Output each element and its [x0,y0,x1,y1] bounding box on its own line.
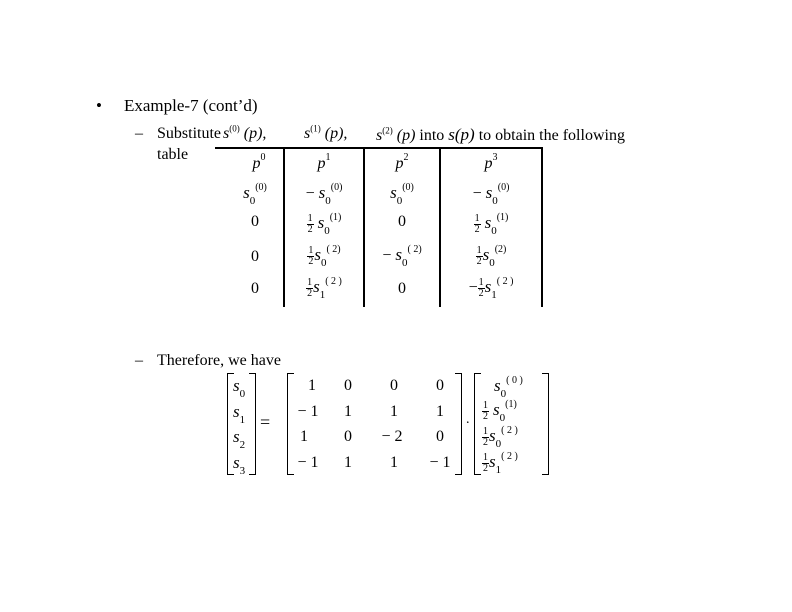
numerator: 1 [474,212,480,224]
subscript: 0 [401,257,408,269]
rhs-entry-2 [482,426,518,448]
header-p2 [365,152,439,173]
superscript: ( 2 ) [501,425,518,436]
substitute-text [157,125,266,143]
row0-label [227,182,283,207]
multiply-dot: . [466,412,470,427]
superscript: ( 2 ) [325,276,342,287]
denominator: 2 [307,223,313,235]
superscript: (0) [255,182,267,193]
subscript: 0 [239,388,246,400]
superscript: (0) [402,182,414,193]
row1-p1 [285,213,363,235]
s-symbol: s [395,245,402,264]
fraction [482,427,489,448]
minus-sign: − [468,279,478,296]
substitute-label: Substitute [157,125,222,142]
minus-sign: − [382,247,392,264]
matrix-cell: − 1 [429,454,451,471]
subscript: 0 [495,438,502,450]
subscript: 0 [325,195,331,207]
subscript: 0 [324,225,330,237]
s2-term: s [376,127,383,144]
header-p0 [235,152,283,173]
header-exp: 3 [492,152,498,163]
rhs-left-bracket [474,373,481,475]
lhs-right-bracket [249,373,256,475]
s-symbol: s [317,213,325,232]
s0-term-sup: (0) [229,123,240,134]
target-function: s(p) [448,125,475,144]
s2-term-group [376,125,625,145]
matrix-cell: 0 [390,377,398,394]
superscript: ( 2 ) [501,451,518,462]
table-top-border [215,147,543,149]
s2-term-sup: (2) [382,125,393,136]
matrix-cell: − 1 [297,403,319,420]
s0-term: s [223,125,230,142]
matrix-cell: 1 [390,454,398,471]
s-symbol: s [233,376,240,395]
lhs-s0 [233,376,246,400]
superscript: (1) [329,212,342,223]
header-exp: 0 [260,152,266,163]
row0-p1 [285,182,363,207]
equals-sign: = [260,412,271,432]
superscript: ( 2) [326,244,341,255]
denominator: 2 [483,410,488,422]
s1-term-arg: (p), [324,125,348,142]
numerator: 1 [478,276,484,288]
superscript: ( 0 ) [506,375,523,386]
row3-p1 [285,277,363,299]
numerator: 1 [307,212,313,224]
matrix-cell: 1 [390,403,398,420]
header-p1 [285,152,363,173]
s-symbol: s [485,183,493,202]
row2-p2 [365,244,439,269]
numerator: 1 [476,244,482,256]
sub-bullet-dash: – [135,352,143,369]
row1-p3 [441,213,541,235]
rhs-entry-0 [494,375,523,400]
matrix-cell: 1 [344,454,352,471]
subscript: 0 [396,195,403,207]
subscript: 1 [491,289,497,301]
matrix-cell: − 2 [381,428,403,445]
s2-term-arg: (p) [396,127,416,144]
s-symbol: s [233,453,240,472]
s-symbol: s [482,245,490,264]
header-base: p [395,155,404,172]
s-symbol: s [484,277,492,296]
s1-term-sup: (1) [310,123,321,134]
minus-sign: − [305,185,315,202]
denominator: 2 [474,223,480,235]
header-exp: 2 [403,152,409,163]
matrix-cell: 1 [308,377,316,394]
superscript: ( 2 ) [496,276,514,287]
subscript: 0 [492,195,498,207]
subscript: 1 [319,289,326,301]
s0-term-arg: (p), [243,125,267,142]
subscript: 0 [489,257,495,269]
row2-p3 [441,245,541,267]
obtain-text: to obtain the following [478,127,625,144]
header-base: p [484,155,493,172]
s-symbol: s [313,277,320,296]
subscript: 3 [239,465,246,477]
denominator: 2 [478,287,484,299]
denominator: 2 [483,462,488,474]
header-exp: 1 [325,152,331,163]
lhs-s3 [233,453,246,477]
denominator: 2 [308,255,314,267]
header-base: p [252,155,261,172]
therefore-text: Therefore, we have [157,352,281,369]
subscript: 0 [491,225,497,237]
superscript: (2) [494,244,507,255]
row0-p2 [365,182,439,207]
sub-bullet-dash: – [135,125,143,142]
matrix-cell: − 1 [297,454,319,471]
s1-term: s [304,125,311,142]
denominator: 2 [307,287,313,299]
fraction [478,278,485,299]
s-symbol: s [489,426,496,445]
numerator: 1 [483,451,488,463]
rhs-entry-3 [482,452,518,474]
superscript: ( 2) [407,244,422,255]
numerator: 1 [483,425,488,437]
superscript: (1) [496,212,509,223]
into-word: into [419,127,445,144]
superscript: (1) [505,399,517,410]
superscript: (0) [330,182,343,193]
subscript: 0 [499,412,506,424]
fraction [307,214,314,235]
matrix-cell: 1 [300,428,308,445]
bullet-marker: • [96,96,102,115]
s-symbol: s [489,452,496,471]
subscript: 0 [320,257,327,269]
fraction [474,214,481,235]
matrix-cell: 0 [436,428,444,445]
matrix-cell: 0 [436,377,444,394]
numerator: 1 [308,244,314,256]
s-symbol: s [484,213,492,232]
superscript: (0) [497,182,510,193]
matrix-cell: 1 [436,403,444,420]
table-divider [541,147,543,307]
s-symbol: s [243,183,250,202]
fraction [482,453,489,474]
subscript: 2 [239,439,246,451]
s-symbol: s [233,427,240,446]
table-word: table [157,146,189,163]
subscript: 0 [249,195,256,207]
s1-term-group [304,125,347,143]
s-symbol: s [233,402,240,421]
minus-sign: − [472,185,482,202]
s-symbol: s [318,183,326,202]
s-symbol: s [494,376,501,395]
denominator: 2 [476,255,482,267]
matrix-cell: 0 [344,377,352,394]
numerator: 1 [307,276,313,288]
slide-heading: Example-7 (cont’d) [124,96,258,115]
denominator: 2 [483,436,488,448]
row3-label: 0 [251,280,259,297]
rhs-right-bracket [542,373,549,475]
matrix-cell: 0 [344,428,352,445]
row0-p3 [441,182,541,207]
subscript: 1 [239,414,246,426]
fraction [482,401,489,422]
subscript: 0 [500,388,507,400]
row1-label: 0 [251,213,259,230]
lhs-s1 [233,402,246,426]
fraction [476,246,483,267]
matrix-cell: 1 [344,403,352,420]
coefficient-table [215,147,543,307]
header-p3 [441,152,541,173]
row3-p2: 0 [398,280,406,297]
row2-p1 [285,245,363,267]
header-base: p [317,155,326,172]
row2-label: 0 [251,248,259,265]
s-symbol: s [390,183,397,202]
lhs-s2 [233,427,246,451]
subscript: 1 [495,464,502,476]
rhs-entry-1 [482,400,517,422]
s-symbol: s [314,245,321,264]
row1-p2: 0 [398,213,406,230]
row3-p3 [441,277,541,299]
numerator: 1 [483,399,488,411]
s-symbol: s [493,400,500,419]
